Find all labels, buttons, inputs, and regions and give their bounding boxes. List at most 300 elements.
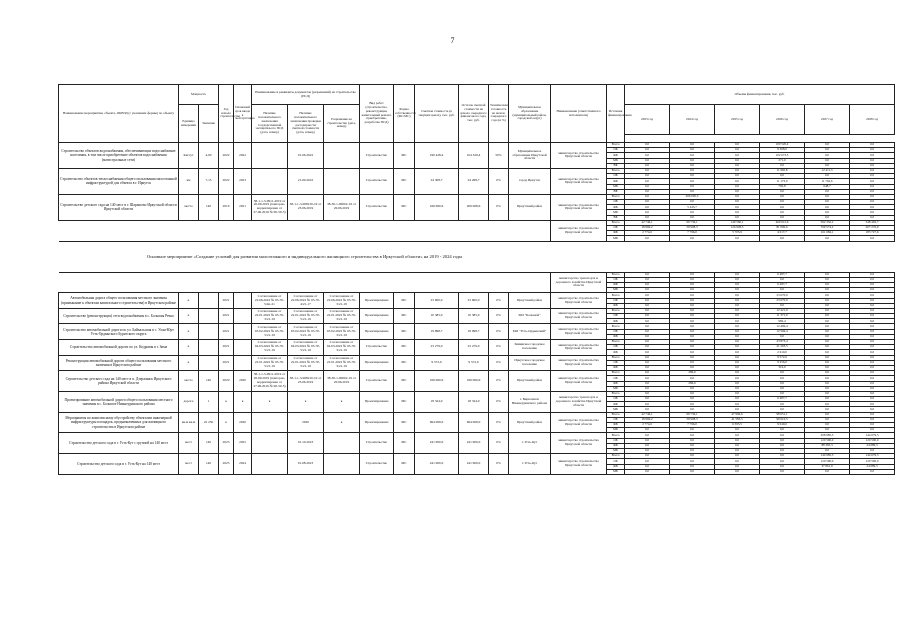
object-value: 22 250 bbox=[199, 412, 219, 433]
object-unit: к bbox=[179, 308, 199, 324]
header-year-0: 2023 год bbox=[625, 105, 670, 135]
object-estimate: 694 069,0 bbox=[415, 412, 459, 433]
funding-source: ОБ bbox=[607, 360, 625, 365]
funding-source: ФБ bbox=[607, 423, 625, 428]
object-psd-a bbox=[252, 433, 288, 454]
header-remaining: Остаток сметной стоимости на начало очередного финансового года, тыс. руб. bbox=[459, 85, 489, 143]
funding-value: 0,0 bbox=[805, 308, 850, 313]
funding-value: 0,0 bbox=[850, 158, 895, 163]
object-works: Строительство bbox=[360, 194, 394, 220]
funding-value: 548 402,7 bbox=[850, 220, 895, 225]
funding-value: 0,0 bbox=[715, 443, 760, 448]
funding-value: 5 705,9 bbox=[715, 231, 760, 236]
object-estimate: 10 385,0 bbox=[415, 308, 459, 324]
object-psd-b: Согласование от 22.01.2022 № 03-70-5/21-19 bbox=[288, 355, 324, 371]
funding-value: 0,0 bbox=[850, 319, 895, 324]
object-name: Строительство детского сада в г. Усть-Кут на 140 мест bbox=[59, 454, 179, 475]
object-unit: к bbox=[179, 293, 199, 309]
funding-value: 0,0 bbox=[760, 433, 805, 438]
funding-value: 0,0 bbox=[805, 340, 850, 345]
object-estimate: 166 060,9 bbox=[415, 371, 459, 392]
object-customer: министерство строительства Иркутской области bbox=[551, 168, 607, 194]
funding-value: 0,0 bbox=[715, 272, 760, 277]
funding-value: 0,0 bbox=[805, 303, 850, 308]
funding-value: 0,0 bbox=[850, 381, 895, 386]
funding-value: 37 861,9 bbox=[805, 464, 850, 469]
object-readiness: 0% bbox=[489, 371, 509, 392]
funding-value: 12 421,9 bbox=[760, 308, 805, 313]
funding-value: 0,0 bbox=[670, 319, 715, 324]
object-customer: министерство строительства Иркутской области bbox=[551, 433, 607, 454]
object-value: 4,00 bbox=[199, 143, 219, 169]
object-psd-b: 01.06.2022 bbox=[288, 143, 324, 169]
object-estimate: 23 279,0 bbox=[415, 340, 459, 356]
funding-value: 9 256,0 bbox=[760, 360, 805, 365]
object-works: Проектирование bbox=[360, 324, 394, 340]
funding-value: 0,0 bbox=[760, 443, 805, 448]
funding-value: 0,0 bbox=[760, 205, 805, 210]
funding-value: 59 908,3 bbox=[670, 417, 715, 422]
funding-source: ВБ bbox=[607, 215, 625, 220]
funding-value: 0,0 bbox=[850, 448, 895, 453]
funding-source: Всего bbox=[607, 194, 625, 199]
object-form: МС bbox=[394, 391, 415, 412]
funding-value: 0,0 bbox=[760, 215, 805, 220]
object-unit: км bbox=[179, 168, 199, 194]
object-readiness: 0% bbox=[489, 355, 509, 371]
funding-value: 11 762,6 bbox=[805, 179, 850, 184]
funding-value: 0,0 bbox=[850, 148, 895, 153]
funding-source: Всего bbox=[607, 168, 625, 173]
object-form: МС bbox=[394, 293, 415, 309]
object-municipality: Иркутский район bbox=[509, 371, 551, 392]
funding-value: 0,0 bbox=[625, 298, 670, 303]
header-funding: Объемы финансирования, тыс. руб. bbox=[625, 85, 895, 105]
object-customer: министерство строительства Иркутской области bbox=[551, 340, 607, 356]
object-start-year: к bbox=[219, 412, 234, 433]
funding-value: 0,0 bbox=[625, 319, 670, 324]
object-remaining: 23 279,0 bbox=[459, 340, 489, 356]
object-municipality: город Иркутск bbox=[509, 168, 551, 194]
object-remaining: 10 385,0 bbox=[459, 308, 489, 324]
funding-value: 69 736,1 bbox=[670, 412, 715, 417]
section-title: Основное мероприятие «Создание условий для развития малоэтажного и индивидуального жилищного строительства в Иркутской области» на 2019 - 2024 годы bbox=[59, 241, 551, 272]
funding-value: 41 583,5 bbox=[715, 417, 760, 422]
header-year-5: 2028 год bbox=[850, 105, 895, 135]
funding-value: 0,0 bbox=[670, 153, 715, 158]
funding-source: ФБ bbox=[607, 443, 625, 448]
object-end-year: к bbox=[234, 391, 252, 412]
funding-value: 0,0 bbox=[670, 236, 715, 241]
object-municipality: Иркутский район bbox=[509, 293, 551, 309]
object-end-year bbox=[234, 340, 252, 356]
funding-source: Всего bbox=[607, 220, 625, 225]
funding-value: 99 610,5 bbox=[760, 417, 805, 422]
funding-value: 0,0 bbox=[850, 365, 895, 370]
funding-value: 0,0 bbox=[715, 215, 760, 220]
funding-value: 12 411,3 bbox=[805, 168, 850, 173]
funding-source: ОБ bbox=[607, 174, 625, 179]
funding-value: 0,0 bbox=[850, 386, 895, 391]
funding-source: МБ bbox=[607, 407, 625, 412]
funding-value: 0,0 bbox=[850, 282, 895, 287]
object-psd-b: Согласование от 03.02.2022 № 03-70-5/21-19 bbox=[288, 324, 324, 340]
funding-source: МБ bbox=[607, 236, 625, 241]
funding-value: 0,0 bbox=[850, 288, 895, 293]
funding-value: 0,0 bbox=[625, 397, 670, 402]
funding-value: 0,0 bbox=[625, 158, 670, 163]
funding-value: 0,0 bbox=[670, 340, 715, 345]
funding-value: 0,0 bbox=[850, 350, 895, 355]
funding-value: 0,0 bbox=[850, 308, 895, 313]
funding-value: 0,0 bbox=[850, 298, 895, 303]
funding-value: 0,0 bbox=[670, 360, 715, 365]
funding-value: 24 089,3 bbox=[850, 443, 895, 448]
object-psd-c bbox=[324, 143, 360, 169]
object-remaining: 206 068,6 bbox=[459, 194, 489, 220]
funding-value: 0,0 bbox=[850, 360, 895, 365]
object-remaining: 166 060,9 bbox=[459, 371, 489, 392]
funding-value: 11 371,0 bbox=[760, 314, 805, 319]
funding-value: 0,0 bbox=[625, 448, 670, 453]
funding-value: 0,0 bbox=[670, 454, 715, 459]
funding-value: 0,0 bbox=[715, 433, 760, 438]
funding-value: 0,0 bbox=[760, 277, 805, 282]
funding-source: ФБ bbox=[607, 319, 625, 324]
object-value bbox=[199, 355, 219, 371]
funding-value: 0,0 bbox=[760, 210, 805, 215]
object-customer: министерство строительства Иркутской области bbox=[551, 308, 607, 324]
object-name: Строительство детского сада в г. Усть-Кут с группой на 140 мест bbox=[59, 433, 179, 454]
funding-value: 144 679,3 bbox=[850, 454, 895, 459]
object-works: Проектирование bbox=[360, 412, 394, 433]
funding-source: МБ bbox=[607, 210, 625, 215]
object-name: Строительство детского сада на 140 мест в п. Дзержинск Иркутского района Иркутской области bbox=[59, 371, 179, 392]
funding-value: 0,0 bbox=[805, 143, 850, 148]
funding-value: 0,0 bbox=[715, 350, 760, 355]
object-psd-c: 38-30-1-00002-19 от 20.06.2019 bbox=[324, 371, 360, 392]
funding-value: 982,4 bbox=[760, 319, 805, 324]
funding-value: 0,0 bbox=[670, 308, 715, 313]
funding-value: 0,0 bbox=[670, 329, 715, 334]
funding-value: 144 679,3 bbox=[850, 433, 895, 438]
funding-value: 0,0 bbox=[625, 308, 670, 313]
funding-value: 0,0 bbox=[625, 174, 670, 179]
header-psd-b: Наличие положительного заключения проверки достоверности сметной стоимости (дата, номер) bbox=[288, 105, 324, 143]
funding-value: 0,0 bbox=[670, 158, 715, 163]
funding-value: 42 746,1 bbox=[625, 220, 670, 225]
funding-value: 23 670,9 bbox=[760, 298, 805, 303]
funding-value: 0,0 bbox=[850, 469, 895, 474]
funding-source: Всего bbox=[607, 293, 625, 298]
funding-value: 81 090,6 bbox=[760, 226, 805, 231]
object-form: МС bbox=[394, 194, 415, 220]
object-psd-b: 2020 bbox=[288, 412, 324, 433]
object-municipality: Зиминское городское поселение bbox=[509, 340, 551, 356]
funding-value: 0,0 bbox=[625, 288, 670, 293]
page-number: 7 bbox=[450, 36, 455, 45]
funding-value: 0,0 bbox=[670, 298, 715, 303]
funding-value: 0,0 bbox=[715, 143, 760, 148]
funding-source: ОБ bbox=[607, 459, 625, 464]
funding-value: 460 012,6 bbox=[760, 220, 805, 225]
object-remaining: 104 329,4 bbox=[459, 143, 489, 169]
object-remaining: 18 324,0 bbox=[459, 391, 489, 412]
funding-value: 120 590,0 bbox=[850, 438, 895, 443]
funding-value: 0,0 bbox=[715, 360, 760, 365]
funding-value: 0,0 bbox=[850, 407, 895, 412]
object-start-year: 2023 bbox=[219, 454, 234, 475]
funding-value: 0,0 bbox=[670, 391, 715, 396]
funding-value: 0,0 bbox=[715, 148, 760, 153]
funding-value: 0,0 bbox=[715, 381, 760, 386]
funding-value: 0,0 bbox=[760, 391, 805, 396]
funding-value: 2 774,6 bbox=[625, 423, 670, 428]
funding-value: 0,0 bbox=[715, 158, 760, 163]
funding-value: 9 572,0 bbox=[760, 355, 805, 360]
funding-value: 0,0 bbox=[760, 469, 805, 474]
funding-value: 120 590,0 bbox=[805, 438, 850, 443]
funding-value: 0,0 bbox=[805, 148, 850, 153]
funding-value: 0,0 bbox=[625, 272, 670, 277]
object-end-year bbox=[234, 324, 252, 340]
funding-value: 7 796,0 bbox=[670, 423, 715, 428]
funding-source: МБ bbox=[607, 448, 625, 453]
funding-value: 69 736,1 bbox=[670, 220, 715, 225]
object-municipality: г. Бирюсинск Нижнеудинского района bbox=[509, 391, 551, 412]
funding-value: 0,0 bbox=[625, 391, 670, 396]
object-unit: место bbox=[179, 371, 199, 392]
object-form: МС bbox=[394, 340, 415, 356]
object-estimate: 190 428,4 bbox=[415, 143, 459, 169]
funding-value: 0,0 bbox=[625, 464, 670, 469]
funding-value: 0,0 bbox=[805, 376, 850, 381]
funding-value: 0,0 bbox=[625, 210, 670, 215]
funding-source: ОБ bbox=[607, 200, 625, 205]
object-psd-a bbox=[252, 143, 288, 169]
object-psd-c: к bbox=[324, 391, 360, 412]
funding-value: 206 605,3 bbox=[670, 194, 715, 199]
funding-value: 6 487,7 bbox=[760, 282, 805, 287]
funding-value: 0,0 bbox=[715, 194, 760, 199]
funding-value: 6 487,7 bbox=[760, 397, 805, 402]
funding-value: 0,0 bbox=[850, 189, 895, 194]
funding-value: 11 965,8 bbox=[760, 168, 805, 173]
object-end-year: 2024 bbox=[234, 454, 252, 475]
object-estimate: 19 898,7 bbox=[415, 324, 459, 340]
funding-value: 9 040,6 bbox=[760, 423, 805, 428]
funding-value: 0,0 bbox=[850, 184, 895, 189]
funding-value: 0,0 bbox=[670, 459, 715, 464]
funding-value: 286,6 bbox=[670, 381, 715, 386]
funding-value: 0,0 bbox=[805, 163, 850, 168]
funding-value: 0,0 bbox=[715, 308, 760, 313]
funding-value: 0,0 bbox=[805, 334, 850, 339]
funding-value: 0,0 bbox=[760, 163, 805, 168]
funding-value: 0,0 bbox=[670, 402, 715, 407]
object-psd-a bbox=[252, 454, 288, 475]
funding-value: 0,0 bbox=[625, 277, 670, 282]
funding-value: 24 089,3 bbox=[850, 464, 895, 469]
funding-value: 0,0 bbox=[850, 215, 895, 220]
funding-value: 316,0 bbox=[760, 365, 805, 370]
funding-value: 0,0 bbox=[670, 428, 715, 433]
object-municipality: МО "Усть-Ордынский" bbox=[509, 324, 551, 340]
object-psd-c: Согласование от 22.01.2022 № 03-70-3/21-19 bbox=[324, 355, 360, 371]
funding-value: 0,0 bbox=[715, 277, 760, 282]
funding-value: 0,0 bbox=[670, 282, 715, 287]
object-psd-a: Согласование от 22.01.2022 № 03-70-5/21-19 bbox=[252, 355, 288, 371]
header-estimate: Сметная стоимость (в текущих ценах), тыс. руб. bbox=[415, 85, 459, 143]
object-unit: место bbox=[179, 194, 199, 220]
funding-value: 120 590,0 bbox=[850, 459, 895, 464]
funding-value: 0,0 bbox=[850, 236, 895, 241]
object-estimate: 9 572,0 bbox=[415, 355, 459, 371]
funding-value: 0,0 bbox=[715, 205, 760, 210]
funding-value: 0,0 bbox=[850, 423, 895, 428]
funding-value: 6 487,7 bbox=[760, 272, 805, 277]
object-psd-b: 38-1-1-3-008210-19 от 23.06.2019 bbox=[288, 371, 324, 392]
header-power: Мощность bbox=[179, 85, 219, 105]
funding-value: 0,0 bbox=[625, 303, 670, 308]
object-form: МС bbox=[394, 168, 415, 194]
funding-value: 0,0 bbox=[850, 376, 895, 381]
object-form: МС bbox=[394, 371, 415, 392]
funding-value: 0,0 bbox=[805, 365, 850, 370]
funding-value: 0,0 bbox=[850, 163, 895, 168]
funding-value: 0,0 bbox=[850, 428, 895, 433]
funding-value: 59 908,3 bbox=[670, 226, 715, 231]
header-year-3: 2026 год bbox=[760, 105, 805, 135]
object-customer: министерство строительства Иркутской области bbox=[551, 194, 607, 220]
object-unit: к bbox=[179, 340, 199, 356]
funding-value: 0,0 bbox=[805, 277, 850, 282]
object-customer: министерство строительства Иркутской области bbox=[551, 143, 607, 169]
funding-source: ОБ bbox=[607, 298, 625, 303]
header-end-year: Плановый срок ввода в эксплуатацию bbox=[234, 85, 252, 143]
funding-value: 0,0 bbox=[805, 391, 850, 396]
funding-value: 0,0 bbox=[760, 381, 805, 386]
funding-value: 0,0 bbox=[625, 469, 670, 474]
funding-value: 21 263,5 bbox=[760, 345, 805, 350]
funding-source: ОБ bbox=[607, 329, 625, 334]
object-psd-c bbox=[324, 433, 360, 454]
funding-value: 0,0 bbox=[805, 319, 850, 324]
object-start-year: 2021 bbox=[219, 340, 234, 356]
funding-value: 0,0 bbox=[805, 448, 850, 453]
funding-value: 0,0 bbox=[625, 376, 670, 381]
funding-value: 0,0 bbox=[715, 236, 760, 241]
funding-value: 0,0 bbox=[850, 329, 895, 334]
object-remaining: 241 900,0 bbox=[459, 433, 489, 454]
object-psd-b: 01.10.2023 bbox=[288, 433, 324, 454]
object-start-year: 2022 bbox=[219, 143, 234, 169]
funding-value: 0,0 bbox=[850, 324, 895, 329]
object-remaining: 23 600,0 bbox=[459, 293, 489, 309]
funding-value: 100 520,4 bbox=[760, 143, 805, 148]
object-estimate: 18 324,0 bbox=[415, 391, 459, 412]
funding-value: 0,0 bbox=[850, 210, 895, 215]
object-start-year: 2021 bbox=[219, 355, 234, 371]
summary-spacer bbox=[59, 220, 551, 241]
funding-value: 0,0 bbox=[805, 298, 850, 303]
funding-value: 0,0 bbox=[760, 303, 805, 308]
funding-value: 0,0 bbox=[850, 397, 895, 402]
object-form: МС bbox=[394, 412, 415, 433]
funding-value: 0,0 bbox=[670, 355, 715, 360]
funding-source: МБ bbox=[607, 469, 625, 474]
funding-source: МБ bbox=[607, 288, 625, 293]
funding-value: 0,0 bbox=[625, 236, 670, 241]
object-works: Строительство bbox=[360, 340, 394, 356]
funding-value: 0,0 bbox=[715, 448, 760, 453]
funding-source: Всего bbox=[607, 324, 625, 329]
object-works: Проектирование bbox=[360, 355, 394, 371]
funding-value: 0,0 bbox=[715, 298, 760, 303]
object-psd-a bbox=[252, 168, 288, 194]
object-start-year: 2022 bbox=[219, 168, 234, 194]
funding-value: 0,0 bbox=[805, 200, 850, 205]
funding-value: 11 173,0 bbox=[760, 179, 805, 184]
object-works: Строительство bbox=[360, 371, 394, 392]
object-readiness: 0% bbox=[489, 324, 509, 340]
funding-value: 23 670,9 bbox=[760, 293, 805, 298]
funding-value: 0,0 bbox=[625, 438, 670, 443]
funding-source: ФБ bbox=[607, 402, 625, 407]
object-value: 140 bbox=[199, 433, 219, 454]
funding-value: 0,0 bbox=[760, 407, 805, 412]
object-psd-c: Согласование от 22.01.2022 № 03-70-3/21-19 bbox=[324, 308, 360, 324]
funding-value: 0,0 bbox=[715, 210, 760, 215]
funding-value: 0,0 bbox=[850, 194, 895, 199]
funding-value: 0,0 bbox=[625, 345, 670, 350]
funding-value: 0,0 bbox=[670, 303, 715, 308]
object-readiness: 0% bbox=[489, 433, 509, 454]
funding-value: 0,0 bbox=[850, 168, 895, 173]
funding-value: 0,0 bbox=[850, 417, 895, 422]
funding-value: 0,0 bbox=[715, 371, 760, 376]
funding-value: 0,0 bbox=[625, 340, 670, 345]
object-name: Строительство автомобильной дороги по ул. Байкальская в с. Улан-Юрт Усть-Ордынского Бурятского округа bbox=[59, 324, 179, 340]
funding-value: 0,0 bbox=[625, 143, 670, 148]
funding-value: 0,0 bbox=[760, 376, 805, 381]
object-psd-c bbox=[324, 454, 360, 475]
funding-value: 0,0 bbox=[805, 407, 850, 412]
funding-source: ФБ bbox=[607, 464, 625, 469]
funding-value: 42 746,1 bbox=[625, 412, 670, 417]
object-psd-c: Согласование от 22.06.2022 № 03-70-3/21-19 bbox=[324, 293, 360, 309]
funding-value: 2 774,6 bbox=[625, 231, 670, 236]
funding-value: 0,0 bbox=[715, 163, 760, 168]
funding-value: 0,0 bbox=[715, 407, 760, 412]
funding-source: Всего bbox=[607, 454, 625, 459]
funding-value: 0,0 bbox=[805, 324, 850, 329]
object-psd-a: Согласование от 22.01.2022 № 03-70-3/21-19 bbox=[252, 308, 288, 324]
funding-value: 0,0 bbox=[760, 288, 805, 293]
object-works: Строительство bbox=[360, 143, 394, 169]
object-unit: к bbox=[179, 324, 199, 340]
funding-value: 0,0 bbox=[715, 376, 760, 381]
funding-value: 0,0 bbox=[670, 464, 715, 469]
funding-value: 0,0 bbox=[850, 391, 895, 396]
object-remaining: 24 268,7 bbox=[459, 168, 489, 194]
funding-value: 0,0 bbox=[670, 189, 715, 194]
funding-value: 0,0 bbox=[625, 179, 670, 184]
funding-value: 0,0 bbox=[715, 303, 760, 308]
object-name: Строительство детского сада на 140 мест в г. Шарыпово Иркутской области Иркутской области bbox=[59, 194, 179, 220]
funding-value: 0,0 bbox=[670, 168, 715, 173]
funding-source: ОБ bbox=[607, 417, 625, 422]
